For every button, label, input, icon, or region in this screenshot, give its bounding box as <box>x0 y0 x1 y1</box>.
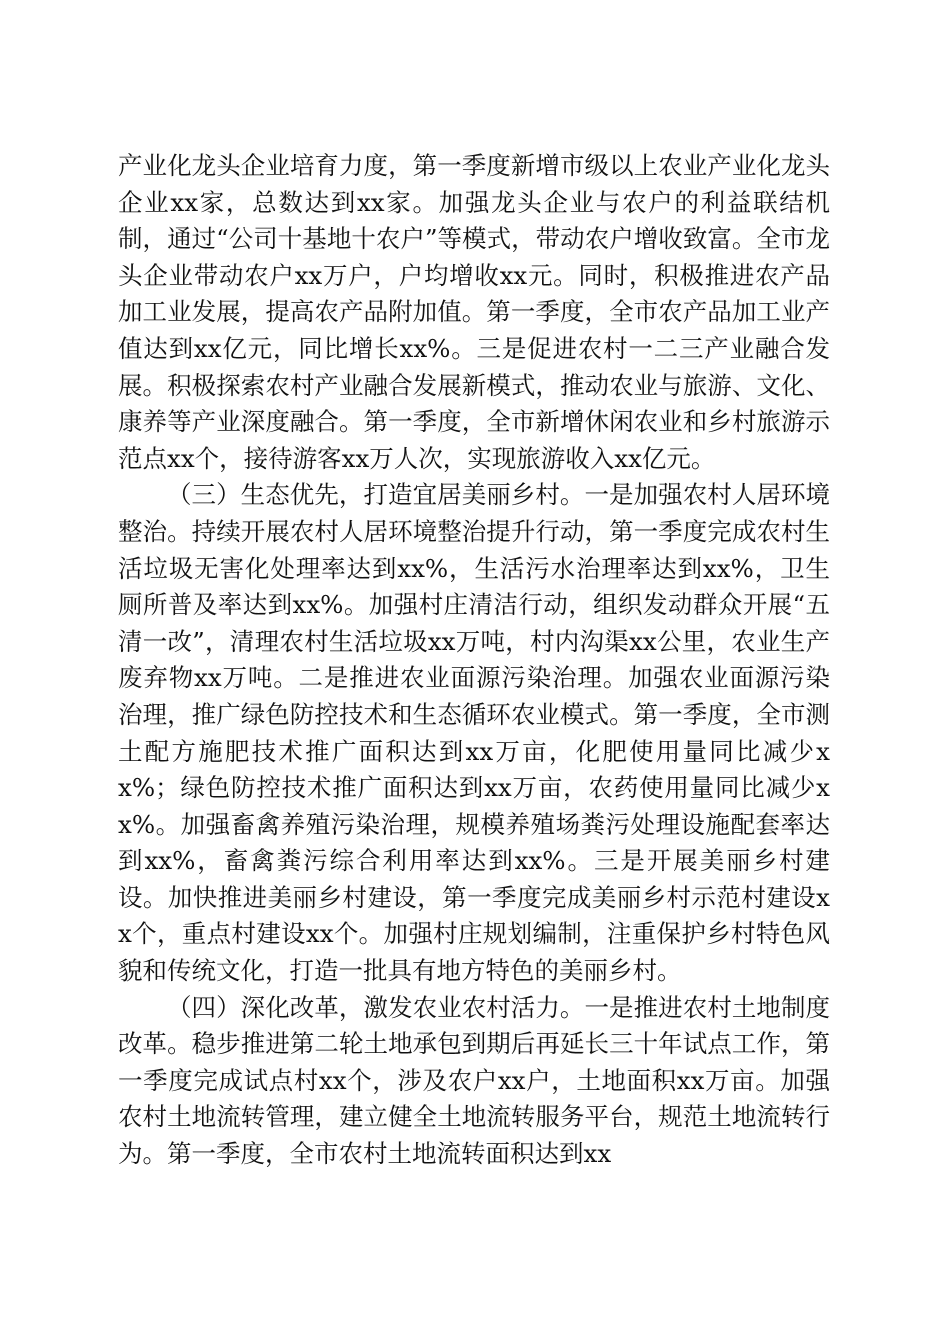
paragraph-deepen-reform: （四）深化改革，激发农业农村活力。一是推进农村土地制度改革。稳步推进第二轮土地承包到期后再延长三十年试点工作，第一季度完成试点村xx个，涉及农户xx户，土地面积xx万亩。加强农村土地流转管理，建立健全土地流转服务平台，规范土地流转行为。第一季度，全市农村土地流转面积达到xx <box>118 992 830 1169</box>
document-body <box>118 148 830 1173</box>
paragraph-ecology-priority: （三）生态优先，打造宜居美丽乡村。一是加强农村人居环境整治。持续开展农村人居环境整治提升行动，第一季度完成农村生活垃圾无害化处理率达到xx%，生活污水治理率达到xx%，卫生厕所普及率达到xx%。加强村庄清洁行动，组织发动群众开展“五清一改”，清理农村生活垃圾xx万吨，村内沟渠xx公里，农业生产废弃物xx万吨。二是推进农业面源污染治理。加强农业面源污染治理，推广绿色防控技术和生态循环农业模式。第一季度，全市测土配方施肥技术推广面积达到xx万亩，化肥使用量同比减少xx%；绿色防控技术推广面积达到xx万亩，农药使用量同比减少xx%。加强畜禽养殖污染治理，规模养殖场粪污处理设施配套率达到xx%，畜禽粪污综合利用率达到xx%。三是开展美丽乡村建设。加快推进美丽乡村建设，第一季度完成美丽乡村示范村建设xx个，重点村建设xx个。加强村庄规划编制，注重保护乡村特色风貌和传统文化，打造一批具有地方特色的美丽乡村。 <box>118 480 830 986</box>
paragraph-industrialization-continuation: 产业化龙头企业培育力度，第一季度新增市级以上农业产业化龙头企业xx家，总数达到xx家。加强龙头企业与农户的利益联结机制，通过“公司十基地十农户”等模式，带动农户增收致富。全市龙头企业带动农户xx万户，户均增收xx元。同时，积极推进农产品加工业发展，提高农产品附加值。第一季度，全市农产品加工业产值达到xx亿元，同比增长xx%。三是促进农村一二三产业融合发展。积极探索农村产业融合发展新模式，推动农业与旅游、文化、康养等产业深度融合。第一季度，全市新增休闲农业和乡村旅游示范点xx个，接待游客xx万人次，实现旅游收入xx亿元。 <box>118 151 830 473</box>
